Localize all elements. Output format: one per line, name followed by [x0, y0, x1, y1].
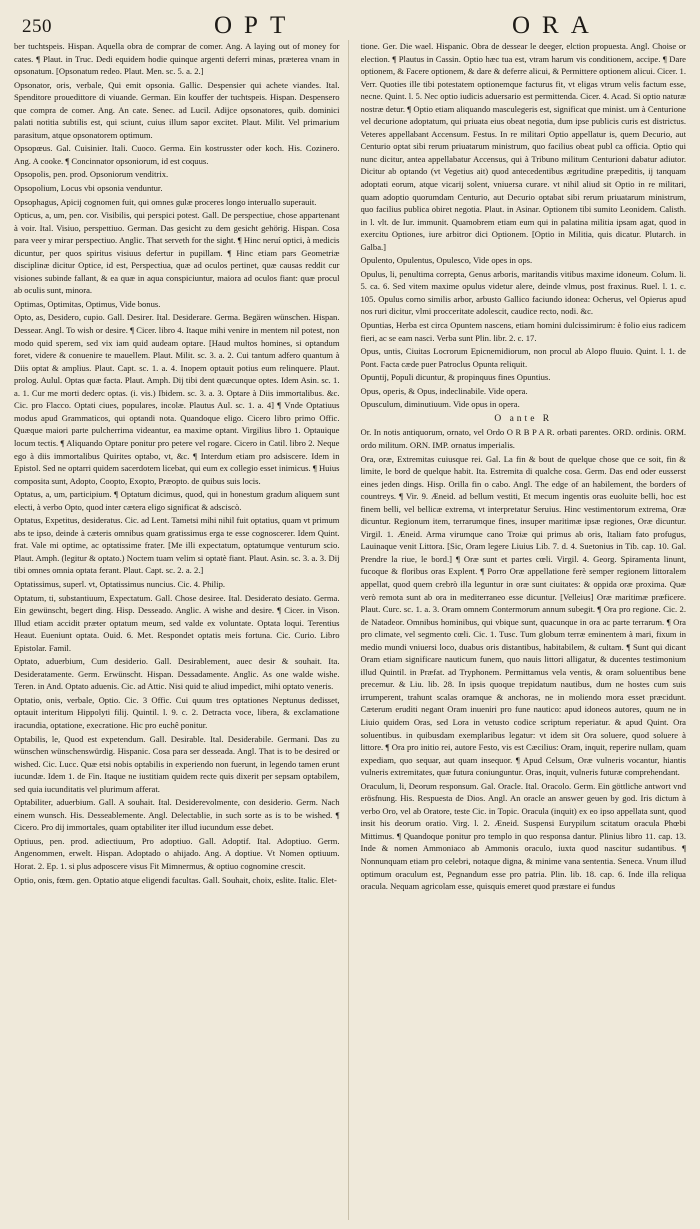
running-head [14, 10, 686, 40]
left-running-title: OPT [214, 12, 298, 39]
right-column-bottom-entries [361, 426, 687, 892]
two-column-body [14, 40, 686, 1220]
dictionary-entry: Opus, operis, & Opus, indeclinabile. Vide opera. [360, 385, 528, 396]
dictionary-entry: Optatus, a, um, participium. ¶ Optatum dicimus, quod, qui in honestum gradum aliquem sunt electi, à verbo Opto, quod inter cætera eligo significat & adsciscò. [14, 489, 340, 512]
dictionary-entry: tione. Ger. Die wael. Hispanic. Obra de dessear le deeger, elction propuesta. Angl. Choise or election. ¶ Plautus in Cassin. Optio hæc tua est, vtram harum vis conditionem, accipe. ¶ Dare optionem, & Facere optionem, & dare & deferre alicui, & Permittere optionem alicui. Cicer. 1. Verr. Quoties ille tibi potestatem optionemque facturus fit, vt eligas vtrum velis factum esse, necne. Quint. l. 5. Nec optio iudicis aduersario est permittenda. Cicer. 4. Acad. Si optio naturæ nostræ detur. ¶ Optio etiam aliquando masculegeris est, significat que minist. um à Centurione vel decurione adoptatum, qui priuata eius obeat negotia, dum ipse publicis curis est districtus. Veteres appellabant Accensum. Festus. In re militari Optio appellatur is, quem Decurio, aut Centurio optat sibi rerum priuatarum ministrum, quo facilius obeat publ ca officia. Optio qui nunc dicitur, antea appellabatur Accensus, qui à Tribuno militum Centurioni dabatur adiutor. Dicitur ab optando (vt Vegetius ait) quod antecedentibus ægritudine præpeditis, ij tanquam adoptati eorum, atque vicarij solent, vniuersa curare. vt nihil aliud sit Optio in re militari, quam adoptio quorumdam Centurio, aut Decurio optabat sibi rerum priuatarum ministrum, quo facilius publica obiret negotia. Plaut. in Asinar. Optionem tibi sumito Leonidem. Calisth. in l. vlt. de Iur. immunit. Quamobrem etiam eum qui in palatina militia ipsam agat, quod in exercitu Optiones, iure arbitror dici Optionem. [Optio in Militia, quis dicatur. Plutarch. in Galba.] [360, 41, 686, 252]
dictionary-entry: Opsopolium, Locus vbi opsonia venduntur. [14, 183, 163, 194]
dictionary-entry: Opus, untis, Ciuitas Locrorum Epicnemidiorum, non procul ab Alopo fluuio. Quint. l. 1. de Pont. Facta cæde puer Patroclus Opunta reliquit. [360, 346, 686, 369]
dictionary-entry: Opusculum, diminutiuum. Vide opus in opera. [360, 399, 520, 410]
dictionary-entry: Optimas, Optimitas, Optimus, Vide bonus. [14, 298, 161, 309]
dictionary-entry: Optato, aduerbium, Cum desiderio. Gall. Desirablement, auec desir & souhait. Ita. Desideratamente. Germ. Erwünscht. Hispan. Dessadamente. Anglic. As one walde wishe. Teren. in And. Optato aduenis. Cic. ad Attic. Nisi quid te aliud impedict, mihi optato veneris. [14, 656, 340, 692]
left-column [14, 40, 349, 1220]
right-column-top-entries [361, 40, 687, 411]
dictionary-entry: Opsopolis, pen. prod. Opsoniorum venditrix. [14, 169, 169, 180]
dictionary-entry: Opto, as, Desidero, cupio. Gall. Desirer. Ital. Desiderare. Germa. Begären wünschen. Hispan. Dessear. Angl. To wish or desire. ¶ Cicer. libro 4. Itaque mihi venire in mentem nil potest, non modo quid sperem, sed vix iam quid audeam optare. [Haud multos homines, si optandum foret, videre & conuenire te mauellem. Plaut. Milit. sc. 3. a. 2. Cui tantum adfero quantum à Diis optat & amplius. Plaut. Capt. sc. 1. a. 4. Inopem optauit potius eum relinquere. Plaut. prolog. Aulul. Optas quæ facta. Plaut. Amph. Dij tibi dent quæcunque optes. Idem Asin. sc. 1. a. 1. Cur me morti dederc optas. (i. vis.) Ibidem. sc. 3. a. 3. Optare à Diis immortalibus. &c. Cic. pro Flacco. Optati ciues, populares, incolæ. Plautus Aul. sc. 1. a. 4] ¶ Vnde Optatiuus modus apud Grammaticos, qui optandi nota. Quandoque eligo. Cicero libro primo Offic. Quæque maiori parte pulcherrima videantur, ea maxime optant. Virgilius libro 1. Optauique locum tectis. ¶ Aliquando Optare ponitur pro petere vel rogare. Cicero in Catil. libro 2. Neque ego à diis immortalibus Quirites optabo, vt, &c. ¶ Interdum etiam pro adsiscere. Idem in Epistol. Sed ne optarri quidem sacerdotem licebat, qui eum ex collegio esset inimicus. ¶ Huius composita sunt, Adopto, Coopto, Exopto, Præopto. de quibus suis locis. [14, 312, 340, 486]
right-running-title: ORA [512, 12, 601, 39]
dictionary-entry: Opsophagus, Apicij cognomen fuit, qui omnes gulæ proceres longo interuallo superauit. [14, 196, 317, 207]
dictionary-entry: Or. In notis antiquorum, ornato, vel Ordo O R B P A R. orbati parentes. ORD. ordinis. ORM. ordo militum. ORN. IMP. ornatus imperialis. [360, 427, 686, 450]
dictionary-entry: Optatum, ti, substantiuum, Expectatum. Gall. Chose desiree. Ital. Desiderato desiato. Germa. Ein gewünscht, begert ding. Hisp. Desseado. Anglic. A wishe and desire. ¶ Cicer. in Vison. Illud etiam accidit præter optatum meum, sed valde ex voluntate. Optata loqui. Terentius Heaut. Eueniunt optata. Ouid. 6. Met. Respondet optatis meis fortuna. Cic. Curio. Libro Epistolar. Famil. [14, 592, 340, 653]
dictionary-entry: Opuntij, Populi dicuntur, & propinquus fines Opuntius. [360, 372, 551, 383]
section-heading: O ante R [494, 413, 553, 424]
dictionary-entry: Opsopœus. Gal. Cuisinier. Itali. Cuoco. Germa. Ein kostrusster oder koch. His. Cozinero. Ang. A cooke. ¶ Concinnator opsoniorum, id est coquus. [14, 143, 340, 166]
dictionary-entry: Optio, onis, fœm. gen. Optatio atque eligendi facultas. Gall. Souhait, choix, eslite. Italic. Elet- [14, 874, 337, 885]
dictionary-entry: Optatio, onis, verbale, Optio. Cic. 3 Offic. Cui quum tres optationes Neptunus dedisset, optauit interitum Hippolyti filij. Quintil. l. 9. c. 2. Detracta voce, libera, & exclamatione iracundia, optatione, execratione. Hic pro euchê ponitur. [14, 694, 340, 730]
dictionary-entry: Opuntias, Herba est circa Opuntem nascens, etiam homini dulcissimirum: è folio eius radicem fieri, ac se eam nasci. Verba sunt Plin. libr. 2. c. 17. [360, 320, 686, 343]
dictionary-entry: Opsonator, oris, verbale, Qui emit opsonia. Gallic. Despensier qui achete viandes. Ital. Spenditore prouedittore di viuande. German. Ein kouffer der tuchtspeis. Hispan. Despensero que compra de comer. Ang. An cate. Senec. ad Lucil. Adijce opsonatores, quib. dominici palati notitia subtilis est, qui sciunt, cuius illum sapor excitet. Plaut. Milit. Vel primarium parasitum, atque opsonatorem optimum. [14, 79, 340, 140]
dictionary-entry: Opulento, Opulentus, Opulesco, Vide opes in ops. [360, 255, 533, 266]
page-number: 250 [22, 16, 52, 37]
dictionary-entry: Optabilis, le, Quod est expetendum. Gall. Desirable. Ital. Desiderabile. Germani. Das zu wünschen wünschenswürdig. Hispanic. Cosa para ser desseada. Angl. That is to be desired or wished. Cic. Lucc. Quæ etsi nobis optabilis in experiendo non fuerunt, in legendo tamen erunt iucundæ. Idem 1. de Fin. Itaque ne iustitiam quidem recte quis dixerit per sepsam optabilem, sed quia iucunditatis vel plurimum afferat. [14, 733, 340, 794]
dictionary-entry: Optatus, Expetitus, desideratus. Cic. ad Lent. Tametsi mihi nihil fuit optatius, quam vt primum abs te ipso, deinde à cæteris omnibus quam gratissimus erga te esse cognoscerer. Idem Quint. frat. Vale mi optime, ac optatissime frater. [Me illi expectatum, optatumque venturum scio. Plaut. Amph. (legitur & optato.) Noctem tuam velim si optatè fiant. Plaut. Asin. sc. 3. a. 3. Dij tibi omnes omnia optata ferant. Plaut. Capt. sc. 2. a. 2.] [14, 515, 340, 576]
dictionary-entry: Optiuus, pen. prod. adiectiuum, Pro adoptiuo. Gall. Adoptif. Ital. Adoptiuo. Germ. Angenommen, erwelt. Hispan. Adoptado o ahijado. Ang. A doptiue. Vt Nomen optiuum. Horat. 2. Ep. 1. si plus adposcere visus Fit Mimnermus, & optiuo cognomine crescit. [14, 835, 340, 871]
dictionary-entry: Optabiliter, aduerbium. Gall. A souhait. Ital. Desiderevolmente, con desiderio. Germ. Nach einem wunsch. His. Desseablemente. Angl. Delectablie, in such sorte as is to be wished. ¶ Cicero. Pro dij immortales, quam optabiliter iter illud iucundum esse debet. [14, 797, 340, 833]
dictionary-entry: Ora, oræ, Extremitas cuiusque rei. Gal. La fin & bout de quelque chose que ce soit, fin & limite, le bord de quelque habit. Ita. Estremita di qualche cosa. Germ. Das end oder eusserst eines jeden dings. Hisp. Orilla fin o cabo. Angl. The edge of an habilement, the borders of countreys. ¶ Vir. 9. Æneid. ad bellum vestiti, Et mecum ingentis oras euoluite belli, hoc est finem belli, vel bellicæ extrema, vt interpretatur Seruius. Hinc vestimentorum extrema, Oræ dicuntur. Regionum item, terrarumque fines, insuper maritimæ ipsæ regiones, Oræ dicuntur. Virgil. 1. Æneid. Arma virumque cano Troiæ qui primus ab oris, Italiam fato profugus, Lauinaque venit Littora. [Sic, Oram legere Liuius Lib. 7. d. 4. Suetonius in Tib. cap. 10. Gal. Prendre la riue, le bord.] ¶ Oræ sunt et partes cœli. Virgil. 4. Georg. Spiramenta linunt, fucoque & floribus oras Explent. ¶ Porro Oræ appellatione ferè semper regionem littoralem appellat, quod quem crebrò illa leguntur in oræ sunt ciuitates: & oppida oræ proxima. Quæ verò remota sunt ab ora in mediterraneo esse dicuntur. [Velleius] Oræ maritimæ præficere. Plaut. Curc. sc. 1. a. 3. Oram omnem Contermorum annum subegit. ¶ Ora pro regione. Cic. 2. de Natadeor. Omnibus hominibus, qui vbique sunt, quacunque in ora ac parte terrarum. ¶ Ora pro climate, vel segmento cœli. Cic. 1. Tusc. Tum globum terræ eminentem à mari, fixum in medio mundi vniuersi loco, duabus oris distantibus, habitabilem, & cultam. ¶ Sunt qui dicant Oram etiam significare nauticum funem, quo nauis littori alligatur, & ducentes testimonium illud Quintil. in Præfat. ad Tryphonem. Permittamus vela ventis, & oram soluentibus bene precemur. & Liu. lib. 28. In ipsis quoque trepidatum nautibus, dum ne hostes cum suis irrumperent, trahunt scalas oramque & anchoras, ne in moliendo mora esset præcidunt. Cæterum eruditi negant Oram inueniri pro fune nautico: apud idoneos autores, quum ne in Liuio quidem Oras, sed Lora in vetusto codice scriptum reperiatur. & apud Quint. Ora soluentibus. in quibusdam exemplaribus legatur: vt idem sit Ora soluere, quod soluere à littore. ¶ Ora pro initio rei, autore Festo, vis est Cæcilius: Oram, inquit, reperire nullam, quam expediam, quo sequar, aut quam insequor. ¶ Apud Celsum, Oræ vulneris vocantur, hiantis vulneris extremitates, quæ futura coniunguntur. Oras, inquit, vulneris futuræ comprehendant. [360, 453, 686, 778]
dictionary-entry: Opulus, li, penultima correpta, Genus arboris, maritandis vitibus maxime idoneum. Colum. li. 5. ca. 6. Sed vitem maxime opulus videtur alere, deinde vlmus, post fraxinus. Ruel. l. 1. c. 105. Opulus corno similis arbor, arbusto Gallico faciundo idonea: Ocherus, vel Opierus apud nos ruri dicitur, vlmi procceritate adolescit, caudice recto, nodi. &c. [360, 268, 686, 317]
dictionary-entry: Optatissimus, superl. vt, Optatissimus nuncius. Cic. 4. Philip. [14, 578, 226, 589]
dictionary-entry: ber tuchtspeis. Hispan. Aquella obra de comprar de comer. Ang. A laying out of money for cates. ¶ Plaut. in Truc. Dedi equidem hodie quinque argenti deferri minas, præterea vnam in opsonatum. [Opsonatum redeo. Plaut. Men. sc. 5. a. 2.] [14, 41, 340, 77]
dictionary-entry: Oraculum, li, Deorum responsum. Gal. Oracle. Ital. Oracolo. Germ. Ein göttliche antwort vnd erösfnung. His. Respuesta de Dios. Angl. An oracle an answer geuen by god. Iris dictum à verbo Oro, vel ab Oratore, teste Cic. in Topic. Oracula (inquit) ex eo ipso appellata sunt, quod insit his deorum oratio. Virg. l. 2. Æneid. Suspensi Eurypilum scitatum oracula Phœbi Mittimus. ¶ Quandoque ponitur pro templo in quo responsa dantur. Plinius libro 11. cap. 13. Inde & nomen Ammoniaco ab Ammonis oraculo, iuxta quod nascitur sudantibus. ¶ Nonnunquam etiam pro celebri, notaque digna, & minime vana sententia. Seneca. Vnum illud optimum oraculum est, Pegnandum esse pro patria. Plin. lib. 18. cap. 6. Inde illa reliqua oracula. Nequam agricolam esse, quisquis emeret quod præstare ei fundus [360, 780, 686, 892]
right-column [361, 40, 687, 1220]
dictionary-entry: Opticus, a, um, pen. cor. Visibilis, qui perspici potest. Gall. De perspectiue, chose appartenant à voir. Ital. Visiuo, perspettiuo. German. Das gesicht zu dem gesicht gehörig. Hispan. Cosa para veer y mirar perspectiuo. Anglic. That serveth for the sight. ¶ Hinc neruí optici, à medicis dicuntur, per quos spiritus visiuus defertur in pupillam. ¶ Hinc etiam pars Geometriæ disciplinæ dicitur Optice, id est, Perspectiua, quæ ad oculos pertinet, quæ causas reddit cur visiones subinde fallant, & ea quæ in aqua conspiciuntur, maiora ad oculos fiant: quæ procul ab oculis sunt, minora. [14, 210, 340, 296]
